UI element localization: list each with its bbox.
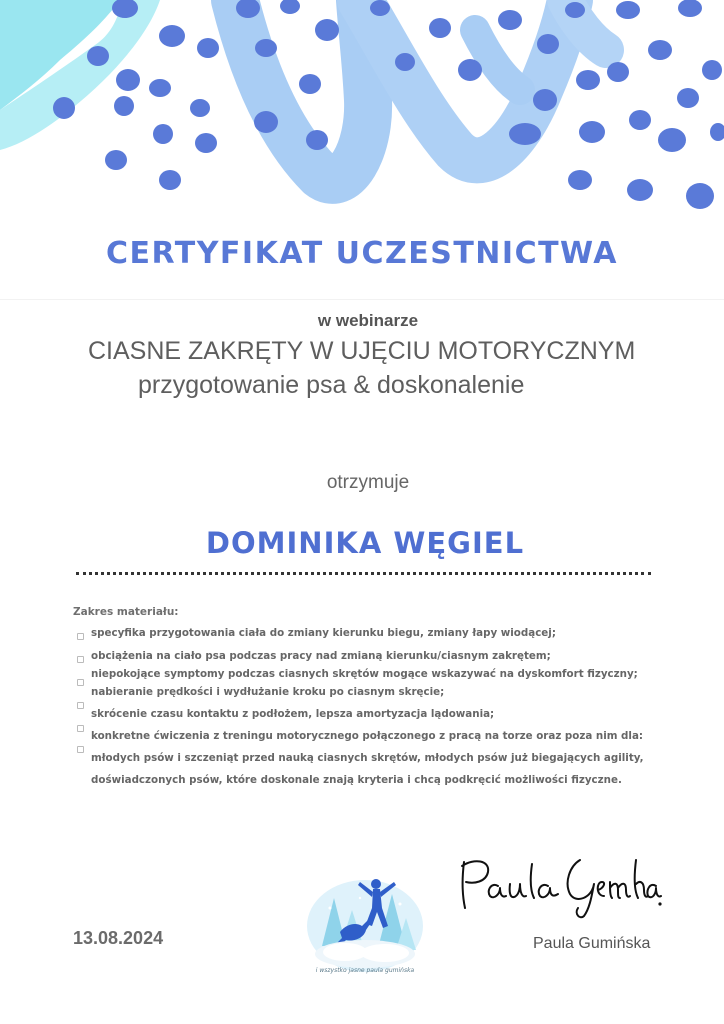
receives-label: otrzymuje: [326, 472, 410, 493]
signer-name: Paula Gumińska: [533, 935, 651, 952]
logo-caption: i wszystko jasne paula gumińska: [315, 967, 415, 974]
scope-item: niepokojące symptomy podczas ciasnych skrętów mogące wskazywać na dyskomfort fizyczny;: [91, 668, 638, 680]
webinar-name: CIASNE ZAKRĘTY W UJĘCIU MOTORYCZNYM: [88, 337, 636, 365]
checkbox-bullet-icon: [77, 656, 84, 663]
checkbox-bullet-icon: [77, 633, 84, 640]
decorative-brush-pattern: [0, 0, 724, 230]
scope-item: specyfika przygotowania ciała do zmiany kierunku biegu, zmiany łapy wiodącej;: [91, 627, 556, 639]
divider: [0, 299, 724, 300]
brand-logo-icon: [300, 868, 430, 980]
scope-item: konkretne ćwiczenia z treningu motorycznego połączonego z pracą na torze oraz poza nim dla:: [91, 730, 644, 742]
scope-item: skrócenie czasu kontaktu z podłożem, lepsza amortyzacja lądowania;: [91, 708, 495, 720]
certificate-title: CERTYFIKAT UCZESTNICTWA: [105, 236, 619, 271]
webinar-intro: w webinarze: [317, 311, 419, 330]
scope-item: młodych psów i szczeniąt przed nauką ciasnych skrętów, młodych psów już biegających agility,: [91, 752, 644, 764]
checkbox-bullet-icon: [77, 702, 84, 709]
scope-heading: Zakres materiału:: [73, 606, 179, 618]
checkbox-bullet-icon: [77, 679, 84, 686]
checkbox-bullet-icon: [77, 746, 84, 753]
scope-item: nabieranie prędkości i wydłużanie kroku po ciasnym skręcie;: [91, 686, 445, 698]
checkbox-bullet-icon: [77, 725, 84, 732]
dotted-underline: [76, 572, 651, 575]
issue-date: 13.08.2024: [73, 928, 164, 948]
scope-item: obciążenia na ciało psa podczas pracy nad zmianą kierunku/ciasnym zakrętem;: [91, 650, 551, 662]
webinar-subtitle: przygotowanie psa & doskonalenie: [138, 371, 525, 399]
signature-image: [452, 850, 662, 920]
recipient-name: DOMINIKA WĘGIEL: [205, 526, 525, 560]
scope-item: doświadczonych psów, które doskonale znają kryteria i chcą podkręcić możliwości fizyczne.: [91, 774, 622, 786]
